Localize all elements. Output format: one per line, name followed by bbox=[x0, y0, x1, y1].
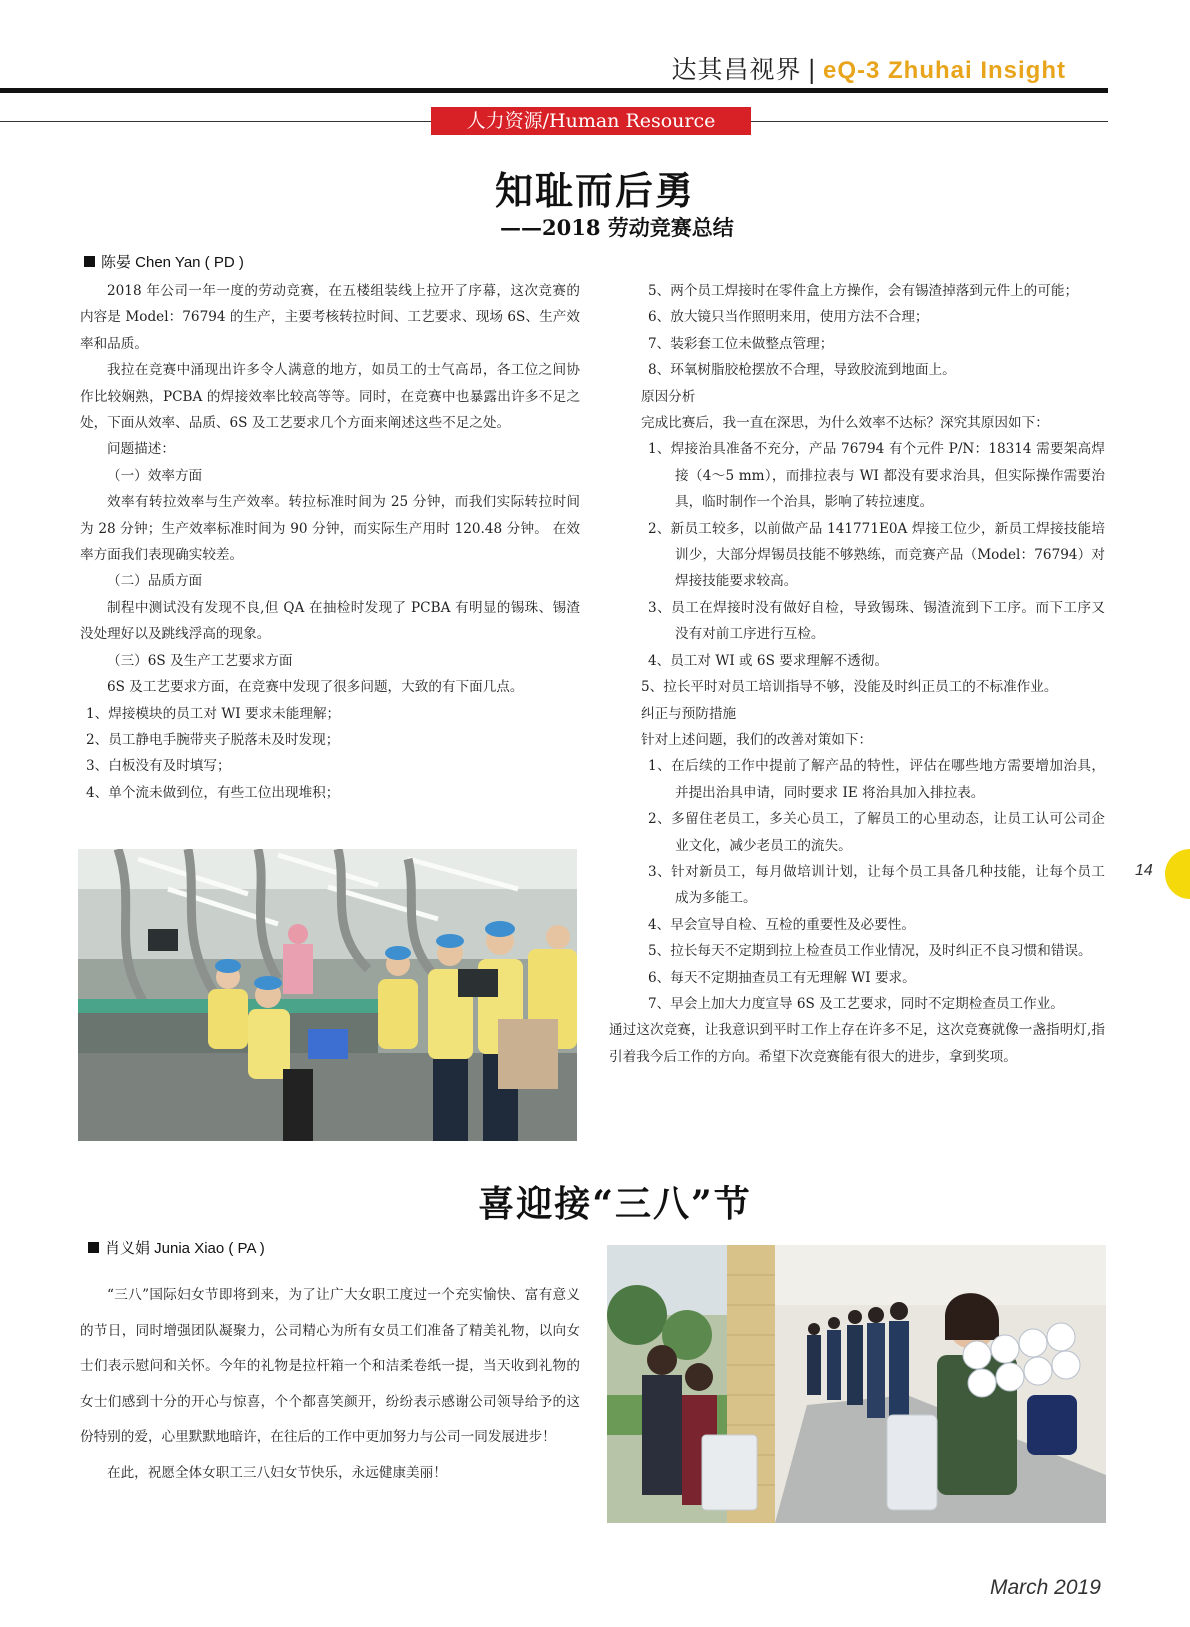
article1-paragraph: 1、焊接治具准备不充分，产品 76794 有个元件 P/N：18314 需要架高焊接（4～5 mm），而排拉表与 WI 都没有要求治具，但实际操作需要治具，临时制作一个治具，影响了转拉速度。 bbox=[648, 441, 1105, 511]
article1-title: 知耻而后勇 bbox=[494, 168, 695, 213]
article1-paragraph: 2、新员工较多，以前做产品 141771E0A 焊接工位少，新员工焊接技能培训少，大部分焊锡员技能不够熟练，而竞赛产品（Model：76794）对焊接技能要求较高。 bbox=[648, 520, 1105, 590]
gifts-corridor-illustration bbox=[607, 1245, 1106, 1523]
brand-separator: | bbox=[807, 55, 817, 84]
article1-paragraph: 4、早会宣导自检、互检的重要性及必要性。 bbox=[648, 916, 915, 933]
article2-author-name: 肖义娟 Junia Xiao ( PA ) bbox=[105, 1240, 265, 1257]
assembly-line-photo bbox=[78, 849, 577, 1141]
article1-paragraph: 制程中测试没有发现不良,但 QA 在抽检时发现了 PCBA 有明显的锡珠、锡渣没处理好以及跳线浮高的现象。 bbox=[80, 599, 580, 643]
article2-author bbox=[88, 1237, 265, 1258]
article1-paragraph: 问题描述： bbox=[107, 441, 175, 458]
article1-paragraph: 5、拉长每天不定期到拉上检查员工作业情况，及时纠正不良习惯和错误。 bbox=[648, 943, 1092, 960]
article1-paragraph: 纠正与预防措施 bbox=[641, 705, 737, 722]
article1-paragraph: 针对上述问题，我们的改善对策如下： bbox=[641, 731, 873, 748]
article1-author bbox=[84, 251, 244, 272]
section-tag: 人力资源/Human Resource bbox=[431, 107, 751, 135]
article1-paragraph: 3、员工在焊接时没有做好自检，导致锡珠、锡渣流到下工序。而下工序又没有对前工序进行互检。 bbox=[648, 599, 1105, 643]
article1-paragraph: 6S 及工艺要求方面，在竞赛中发现了很多问题，大致的有下面几点。 bbox=[107, 679, 524, 696]
article1-paragraph: 6、放大镜只当作照明来用，使用方法不合理； bbox=[648, 309, 929, 326]
article1-paragraph: 1、在后续的工作中提前了解产品的特性，评估在哪些地方需要增加治具，并提出治具申请，同时要求 IE 将治具加入排拉表。 bbox=[648, 758, 1105, 801]
article1-paragraph: 4、单个流未做到位，有些工位出现堆积； bbox=[86, 784, 340, 801]
article2-paragraph: 在此，祝愿全体女职工三八妇女节快乐，永远健康美丽！ bbox=[107, 1464, 447, 1481]
article1-paragraph: 3、白板没有及时填写； bbox=[86, 758, 231, 775]
article2-body bbox=[80, 1278, 580, 1491]
brand-english: eQ-3 Zhuhai Insight bbox=[822, 57, 1066, 84]
header-rule bbox=[0, 88, 1108, 93]
article1-paragraph: 5、两个员工焊接时在零件盒上方操作，会有锡渣掉落到元件上的可能； bbox=[648, 283, 1079, 299]
article1-paragraph: 5、拉长平时对员工培训指导不够，没能及时纠正员工的不标准作业。 bbox=[641, 679, 1058, 696]
article1-paragraph: （一）效率方面 bbox=[107, 467, 203, 484]
article1-paragraph: 2018 年公司一年一度的劳动竞赛，在五楼组装线上拉开了序幕，这次竞赛的内容是 Model：76794 的生产，主要考核转拉时间、工艺要求、现场 6S、生产效率和品质。 bbox=[80, 283, 580, 352]
article1-right-column bbox=[609, 278, 1105, 1070]
article1-subtitle: ——2018 劳动竞赛总结 bbox=[500, 215, 734, 240]
bullet-square-icon bbox=[88, 1242, 99, 1253]
article1-paragraph: 3、针对新员工，每月做培训计划，让每个员工具备几种技能，让每个员工成为多能工。 bbox=[648, 863, 1105, 907]
brand-chinese: 达其昌视界 bbox=[671, 55, 802, 84]
womens-day-gifts-photo bbox=[607, 1245, 1106, 1523]
article1-paragraph: 6、每天不定期抽查员工有无理解 WI 要求。 bbox=[648, 969, 916, 986]
page-number: 14 bbox=[1135, 862, 1153, 879]
article1-paragraph: 原因分析 bbox=[641, 388, 696, 405]
page-tab-marker bbox=[1165, 849, 1190, 899]
issue-date: March 2019 bbox=[990, 1576, 1101, 1599]
article1-paragraph: 2、员工静电手腕带夹子脱落未及时发现； bbox=[86, 731, 340, 748]
bullet-square-icon bbox=[84, 256, 95, 267]
article1-paragraph: 7、装彩套工位未做整点管理； bbox=[648, 335, 834, 352]
article1-paragraph: 7、早会上加大力度宣导 6S 及工艺要求，同时不定期检查员工作业。 bbox=[648, 995, 1064, 1012]
article1-left-column bbox=[80, 278, 580, 806]
assembly-line-illustration bbox=[78, 849, 577, 1141]
article1-paragraph: 8、环氧树脂胶枪摆放不合理，导致胶流到地面上。 bbox=[648, 362, 956, 379]
article1-paragraph: 2、多留住老员工，多关心员工，了解员工的心里动态，让员工认可公司企业文化，减少老员工的流失。 bbox=[648, 811, 1105, 854]
article1-paragraph: 4、员工对 WI 或 6S 要求理解不透彻。 bbox=[648, 652, 888, 669]
article2-title: 喜迎接“三八”节 bbox=[478, 1183, 752, 1225]
article1-paragraph: 1、焊接模块的员工对 WI 要求未能理解； bbox=[86, 705, 341, 722]
article1-paragraph: （三）6S 及生产工艺要求方面 bbox=[107, 652, 293, 669]
article1-paragraph: 效率有转拉效率与生产效率。转拉标准时间为 25 分钟，而我们实际转拉时间为 28 分钟；生产效率标准时间为 90 分钟，而实际生产用时 120.48 分钟。 在效率方面我们表现确实较差。 bbox=[80, 494, 580, 564]
article2-paragraph: “三八”国际妇女节即将到来，为了让广大女职工度过一个充实愉快、富有意义的节日，同时增强团队凝聚力，公司精心为所有女员工们准备了精美礼物，以向女士们表示慰问和关怀。今年的礼物是拉杆箱一个和洁柔卷纸一提，当天收到礼物的女士们感到十分的开心与惊喜，个个都喜笑颜开，纷纷表示感谢公司领导给予的这份特别的爱，心里默默地暗许，在往后的工作中更加努力与公司一同发展进步！ bbox=[80, 1287, 580, 1445]
article1-paragraph: 通过这次竞赛，让我意识到平时工作上存在许多不足，这次竞赛就像一盏指明灯,指引着我今后工作的方向。希望下次竞赛能有很大的进步，拿到奖项。 bbox=[609, 1022, 1105, 1065]
article1-paragraph: 完成比赛后，我一直在深思，为什么效率不达标？深究其原因如下： bbox=[641, 415, 1049, 432]
article1-paragraph: 我拉在竞赛中涌现出许多令人满意的地方，如员工的士气高昂，各工位之间协作比较娴熟，PCBA 的焊接效率比较高等等。同时，在竞赛中也暴露出许多不足之处，下面从效率、品质、6S 及工艺要求几个方面来阐述这些不足之处。 bbox=[80, 362, 580, 432]
article1-author-name: 陈晏 Chen Yan ( PD ) bbox=[101, 254, 244, 271]
publication-brand bbox=[672, 50, 1066, 86]
article1-paragraph: （二）品质方面 bbox=[107, 573, 203, 590]
